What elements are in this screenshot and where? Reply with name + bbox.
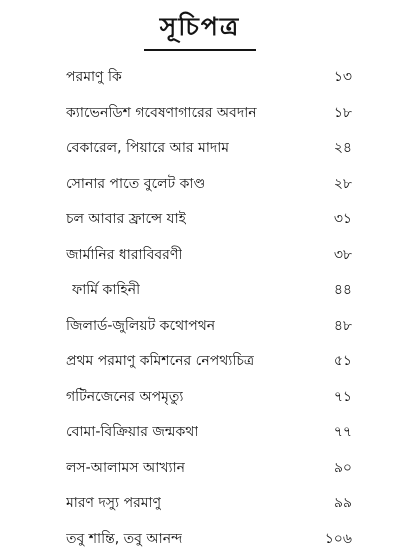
toc-entry xyxy=(0,520,400,556)
toc-entry-page: ৭৭ xyxy=(333,424,352,440)
toc-entry-title: ক্যাভেনডিশ গবেষণাগারের অবদান xyxy=(66,104,257,121)
toc-entry-title: সোনার পাতে বুলেট কাণ্ড xyxy=(66,175,206,192)
toc-entry-title: বোমা-বিক্রিয়ার জন্মকথা xyxy=(66,424,199,440)
toc-entry xyxy=(0,165,400,201)
toc-entry xyxy=(0,413,400,449)
toc-entry-page: ৪৮ xyxy=(333,317,352,334)
toc-entry-title: প্রথম পরমাণু কমিশনের নেপথ্যচিত্র xyxy=(66,353,255,369)
toc-entry xyxy=(0,129,400,165)
toc-entry-title: ফার্মি কাহিনী xyxy=(72,282,141,298)
toc-entry-page: ৯০ xyxy=(333,459,352,476)
toc-entry xyxy=(0,449,400,485)
toc-entry xyxy=(0,342,400,378)
toc-entry xyxy=(0,94,400,130)
toc-entry-title: পরমাণু কি xyxy=(66,69,122,85)
toc-entry-page: ২৮ xyxy=(333,175,352,192)
toc-entry-page: ১০৬ xyxy=(324,530,352,547)
toc-entry-page: ৫১ xyxy=(333,353,352,369)
toc-entry-page: ৯৯ xyxy=(333,495,352,511)
toc-entry-title: তবু শান্তি, তবু আনন্দ xyxy=(66,530,183,547)
toc-entry-page: ২৪ xyxy=(333,140,352,156)
toc-entry xyxy=(0,271,400,307)
toc-entry-page: ৪৪ xyxy=(333,282,352,298)
toc-entry-page: ১৮ xyxy=(333,104,352,121)
page-title: সূচিপত্র xyxy=(144,10,257,51)
toc-entry xyxy=(0,200,400,236)
title-block xyxy=(0,10,400,51)
toc-entry xyxy=(0,378,400,414)
table-of-contents xyxy=(0,58,400,555)
toc-entry xyxy=(0,236,400,272)
toc-entry xyxy=(0,484,400,520)
toc-entry-page: ৭১ xyxy=(333,388,352,405)
toc-entry-title: জার্মানির ধারাবিবরণী xyxy=(66,246,183,263)
toc-entry-page: ৩৮ xyxy=(333,246,352,263)
toc-entry-title: জিলার্ড-জুলিয়ট কথোপথন xyxy=(66,317,216,334)
toc-entry xyxy=(0,307,400,343)
toc-entry-title: বেকারেল, পিয়ারে আর মাদাম xyxy=(66,140,230,156)
toc-entry xyxy=(0,58,400,94)
toc-entry-page: ৩১ xyxy=(333,211,352,227)
toc-entry-title: লস-আলামস আখ্যান xyxy=(66,459,186,476)
toc-entry-title: চল আবার ফ্রান্সে যাই xyxy=(66,211,186,227)
toc-entry-page: ১৩ xyxy=(333,69,352,85)
toc-entry-title: গটিনজেনের অপমৃত্যু xyxy=(66,388,184,405)
toc-entry-title: মারণ দস্যু পরমাণু xyxy=(66,495,162,511)
